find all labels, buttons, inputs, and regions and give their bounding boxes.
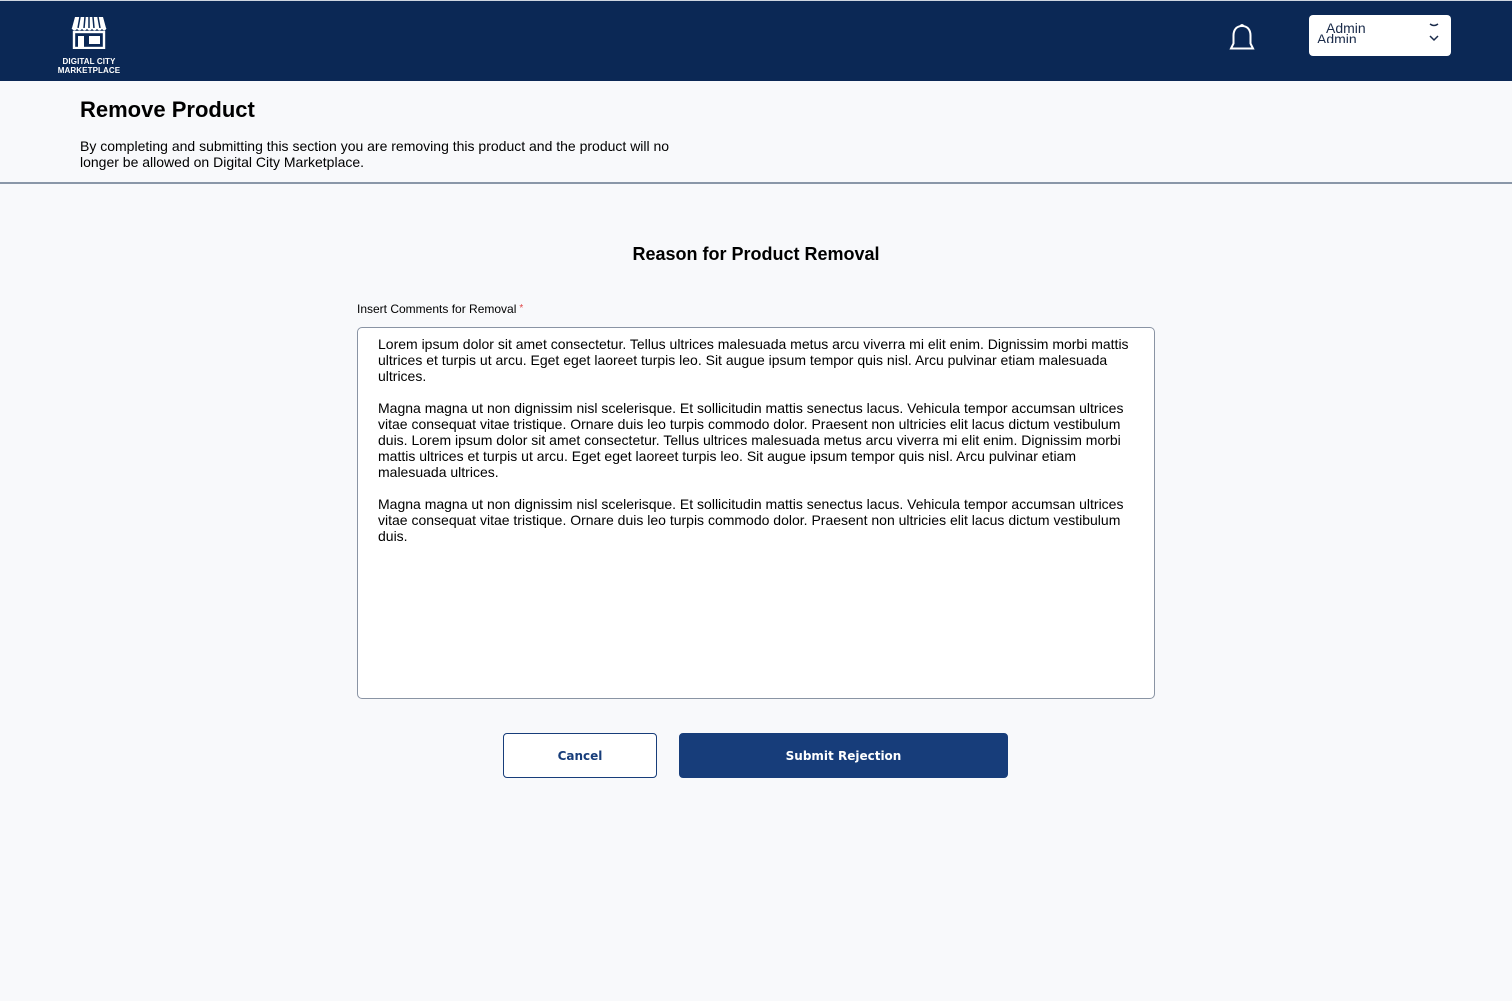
required-marker: *: [519, 303, 524, 314]
comments-textarea[interactable]: [357, 327, 1155, 699]
top-navbar: [0, 0, 1512, 81]
brand-name-line2: MARKETPLACE: [57, 66, 121, 75]
bell-icon: [1226, 23, 1258, 53]
comments-paragraph: Magna magna ut non dignissim nisl scelerisque. Et sollicitudin mattis senectus lacus. Vehicula tempor accumsan ultrices vitae consequat vitae tristique. Ornare duis leo turpis commodo dolor. Praesent non ultricies elit lacus dictum vestibulum duis. Lorem ipsum dolor sit amet consectetur. Tellus ultrices malesuada metus arcu viverra mi elit enim. Dignissim morbi mattis ultrices et turpis ut arcu. Eget eget laoreet turpis leo. Sit augue ipsum tempor quis nisl. Arcu pulvinar etiam malesuada ultrices.: [378, 400, 1124, 480]
comments-paragraph: Lorem ipsum dolor sit amet consectetur. Tellus ultrices malesuada metus arcu viverra mi elit enim. Dignissim morbi mattis ultrices et turpis ut arcu. Eget eget laoreet turpis leo. Sit augue ipsum tempor quis nisl. Arcu pulvinar etiam malesuada ultrices.: [378, 336, 1129, 384]
chevron-updown-icon: [1427, 21, 1441, 45]
cancel-button[interactable]: Cancel: [503, 733, 657, 778]
role-select[interactable]: [1309, 15, 1451, 56]
page-title: Remove Product: [80, 97, 255, 122]
brand-logo[interactable]: [54, 15, 124, 79]
brand-name-line1: DIGITAL CITY: [62, 57, 116, 66]
role-select-ghost-value: Admin: [1317, 32, 1357, 43]
role-select-value: Admin: [1326, 20, 1366, 36]
notifications-button[interactable]: [1226, 23, 1258, 53]
page-description: By completing and submitting this section you are removing this product and the product will no longer be allowed on Digital City Marketplace.: [80, 138, 670, 170]
comments-paragraph: Magna magna ut non dignissim nisl scelerisque. Et sollicitudin mattis senectus lacus. Vehicula tempor accumsan ultrices vitae consequat vitae tristique. Ornare duis leo turpis commodo dolor. Praesent non ultricies elit lacus dictum vestibulum duis.: [378, 496, 1124, 544]
form-title: Reason for Product Removal: [632, 244, 880, 264]
submit-rejection-button[interactable]: Submit Rejection: [679, 733, 1008, 778]
page-header: [0, 81, 1512, 184]
comments-label: [357, 302, 523, 316]
storefront-icon: [70, 15, 108, 49]
comments-label-text: Insert Comments for Removal: [357, 302, 517, 316]
